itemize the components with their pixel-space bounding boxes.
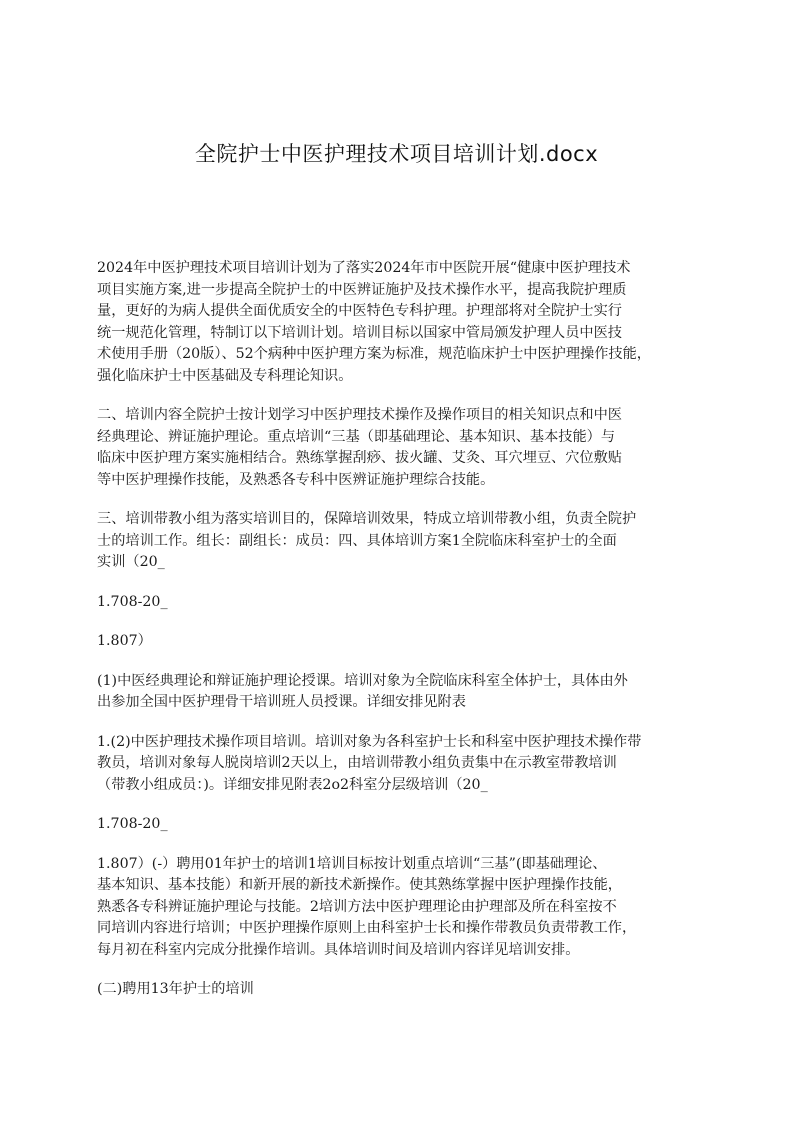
paragraph xyxy=(97,631,717,653)
text-line: 每月初在科室内完成分批操作培训。具体培训时间及培训内容详见培训安排。 xyxy=(97,941,580,958)
document-body xyxy=(97,258,717,1019)
text-line: 量，更好的为病人提供全面优质安全的中医特色专科护理。护理部将对全院护士实行 xyxy=(97,303,622,319)
text-line: 1.807）(-）聘用01年护士的培训1培训目标按计划重点培训“三基”(即基础理论、 xyxy=(97,855,607,872)
paragraph xyxy=(97,854,717,962)
text-line: 三、培训带教小组为落实培训目的，保障培训效果，特成立培训带教小组，负责全院护 xyxy=(97,511,637,527)
paragraph xyxy=(97,405,717,491)
text-line: （带教小组成员：)。详细安排见附表2o2科室分层级培训（20_ xyxy=(97,776,488,793)
text-line: 二、培训内容全院护士按计划学习中医护理技术操作及操作项目的相关知识点和中医 xyxy=(97,407,622,423)
document-title: 全院护士中医护理技术项目培训计划.docx xyxy=(194,142,599,166)
paragraph xyxy=(97,258,717,387)
text-line: 实训（20_ xyxy=(97,554,165,570)
paragraph xyxy=(97,592,717,614)
text-line: 临床中医护理方案实施相结合。熟练掌握刮痧、拔火罐、艾灸、耳穴埋豆、穴位敷贴 xyxy=(97,450,622,466)
text-line: 经典理论、辨证施护理论。重点培训“三基（即基础理论、基本知识、基本技能）与 xyxy=(97,428,616,445)
text-line: 统一规范化管理，特制订以下培训计划。培训目标以国家中管局颁发护理人员中医技 xyxy=(97,324,622,341)
text-line: 教员，培训对象每人脱岗培训2天以上，由培训带教小组负责集中在示教室带教培训 xyxy=(97,755,617,771)
paragraph xyxy=(97,979,717,1001)
paragraph xyxy=(97,732,717,797)
text-line: 同培训内容进行培训；中医护理操作原则上由科室护士长和操作带教员负责带教工作， xyxy=(97,920,637,936)
text-line: (二)聘用13年护士的培训 xyxy=(97,981,254,997)
text-line: 1.708-20_ xyxy=(97,593,168,610)
text-line: 项目实施方案,进一步提高全院护士的中医辨证施护及技术操作水平，提高我院护理质 xyxy=(97,281,627,298)
paragraph xyxy=(97,509,717,574)
text-line: 1.708-20_ xyxy=(97,816,168,832)
text-line: 出参加全国中医护理骨干培训班人员授课。详细安排见附表 xyxy=(97,694,466,710)
text-line: 术使用手册（20版）、52个病种中医护理方案为标准，规范临床护士中医护理操作技能， xyxy=(97,346,651,362)
text-line: 1.807） xyxy=(97,633,152,649)
text-line: 士的培训工作。组长：副组长：成员：四、具体培训方案1全院临床科室护士的全面 xyxy=(97,532,617,549)
text-line: (1)中医经典理论和辩证施护理论授课。培训对象为全院临床科室全体护士，具体由外 xyxy=(97,672,628,689)
text-line: 熟悉各专科辨证施护理论与技能。2培训方法中医护理理论由护理部及所在科室按不 xyxy=(97,898,617,915)
paragraph xyxy=(97,814,717,836)
text-line: 2024年中医护理技术项目培训计划为了落实2024年市中医院开展“健康中医护理技术 xyxy=(97,260,631,276)
text-line: 等中医护理操作技能，及熟悉各专科中医辨证施护理综合技能。 xyxy=(97,471,495,488)
text-line: 强化临床护士中医基础及专科理论知识。 xyxy=(97,367,353,384)
paragraph xyxy=(97,671,717,714)
text-line: 基本知识、基本技能）和新开展的新技术新操作。使其熟练掌握中医护理操作技能， xyxy=(97,877,622,893)
text-line: 1.(2)中医护理技术操作项目培训。培训对象为各科室护士长和科室中医护理技术操作带 xyxy=(97,733,642,750)
